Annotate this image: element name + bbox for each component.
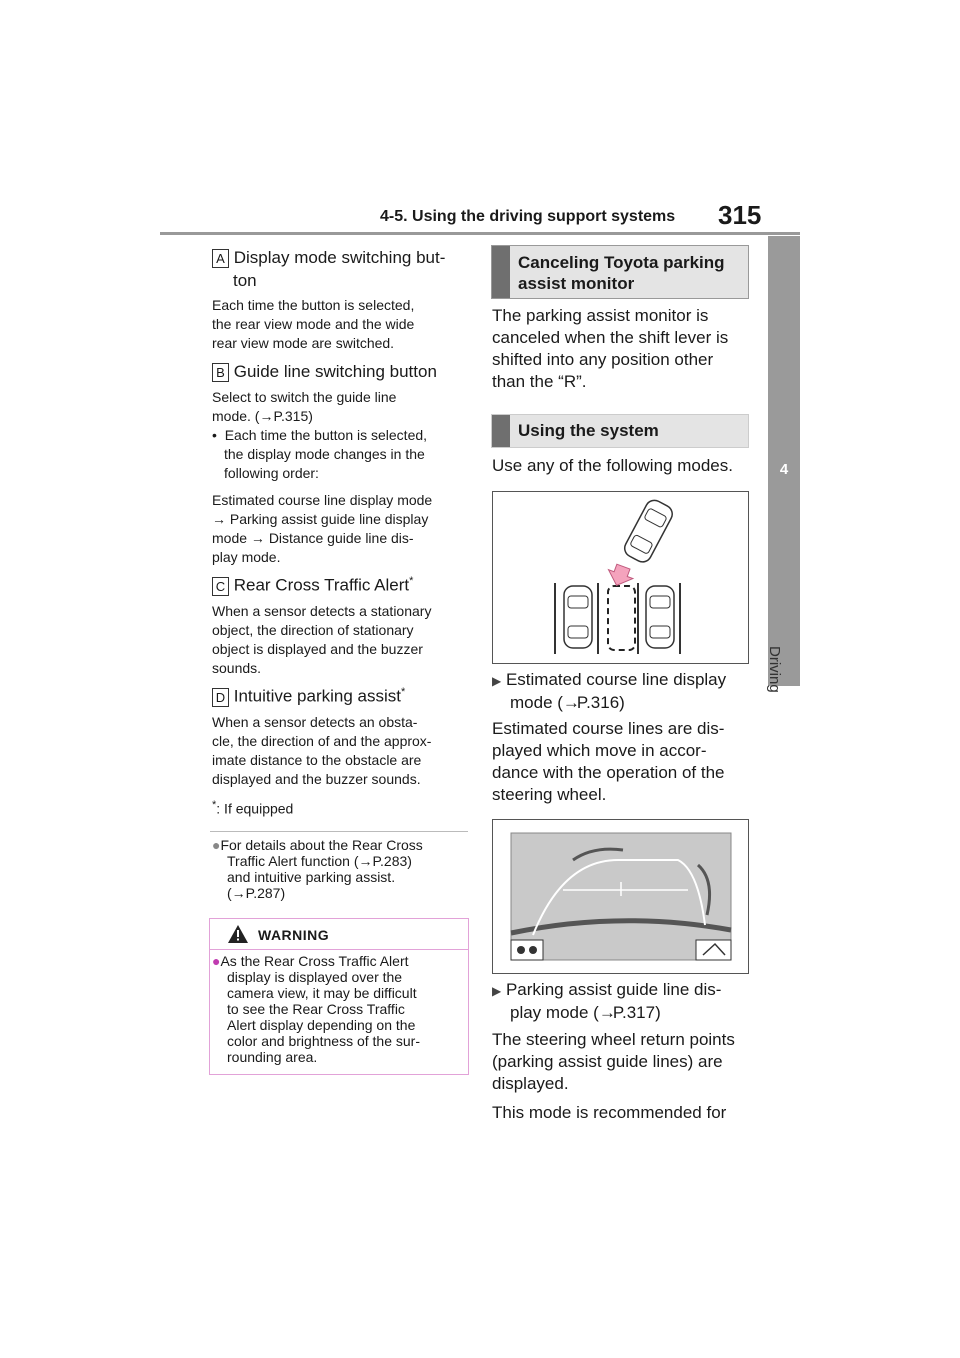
page-number: 315 <box>718 200 762 230</box>
mode-estimated: ▶ Estimated course line display mode (→P.316) <box>492 670 727 712</box>
warning-text: ●As the Rear Cross Traffic Alert display is displayed over the camera view, it may be difficult to see the Rear Cross Traffic Alert display depending on the color and brightness of the sur- rounding area. <box>212 953 420 1065</box>
camera-illustration <box>492 819 749 974</box>
section-title: 4-5. Using the driving support systems <box>380 208 676 225</box>
item-d-desc: When a sensor detects an obsta- cle, the direction of and the approx- imate distance to the obstacle are displayed and the buzzer sounds. <box>212 714 432 787</box>
arrow-right-icon: → <box>250 530 265 546</box>
arrow-right-icon: → <box>212 511 226 527</box>
warning-title: WARNING <box>258 927 330 943</box>
item-b-order: Estimated course line display mode → Parking assist guide line display mode → Distance guide line dis- play mode. <box>212 492 433 565</box>
item-c-desc: When a sensor detects a stationary object, the direction of stationary object is displayed and the buzzer sounds. <box>212 603 432 676</box>
item-b-desc: Select to switch the guide line mode. (→P.315) <box>212 389 397 424</box>
item-d-heading: D Intuitive parking assist* <box>212 686 405 707</box>
label-a: A <box>212 249 229 268</box>
item-d-title: Intuitive parking assist <box>233 686 401 706</box>
arrow-right-icon: → <box>562 693 580 712</box>
item-a-title-2: ton <box>233 271 257 290</box>
recommended-text: This mode is recommended for <box>492 1103 727 1122</box>
arrow-right-icon: → <box>598 1003 616 1022</box>
note: ●For details about the Rear Cross Traffic Alert function (→P.283) and intuitive parking assist. (→P.287) <box>212 837 423 901</box>
using-text: Use any of the following modes. <box>492 456 733 475</box>
label-c: C <box>212 577 229 596</box>
parking-illustration <box>492 491 749 664</box>
item-c-heading: C Rear Cross Traffic Alert* <box>212 575 413 596</box>
label-b: B <box>212 363 229 382</box>
item-b-title: Guide line switching button <box>233 362 437 381</box>
chapter-label: Driving <box>766 646 783 693</box>
item-b-heading <box>212 362 437 382</box>
estimated-text: Estimated course lines are dis- played which move in accor- dance with the operation of the steering wheel. <box>492 719 725 804</box>
item-a-title: Display mode switching but- <box>233 248 446 267</box>
warning-box <box>209 918 469 1075</box>
item-a-heading <box>212 248 445 268</box>
triangle-bullet-icon: ▶ <box>492 674 502 688</box>
label-d: D <box>212 688 229 707</box>
warning-triangle-icon <box>228 925 248 943</box>
footnote: *: If equipped <box>212 799 294 817</box>
heading-canceling: Canceling Toyota parking assist monitor <box>491 245 749 299</box>
item-b-bullet: • Each time the button is selected, the display mode changes in the following order: <box>212 427 428 481</box>
arrow-right-icon: → <box>231 885 246 901</box>
parking-assist-text: The steering wheel return points (parking assist guide lines) are displayed. <box>492 1030 735 1093</box>
arrow-right-icon: → <box>358 853 373 869</box>
warning-header <box>210 919 468 950</box>
item-a-desc: Each time the button is selected, the rear view mode and the wide rear view mode are switched. <box>212 297 415 351</box>
heading-using-system: Using the system <box>491 414 749 448</box>
bullet-circle-icon: ● <box>212 837 221 853</box>
parking-diagram-icon <box>493 492 748 663</box>
mode-parking-assist: ▶ Parking assist guide line dis- play mode (→P.317) <box>492 980 722 1022</box>
camera-screen-icon <box>493 820 748 973</box>
header-rule <box>160 232 800 235</box>
chapter-tab <box>768 236 800 686</box>
triangle-bullet-icon: ▶ <box>492 984 502 998</box>
canceling-text: The parking assist monitor is canceled when the shift lever is shifted into any position other than the “R”. <box>492 306 729 391</box>
arrow-right-icon: → <box>259 408 274 424</box>
item-c-title: Rear Cross Traffic Alert <box>233 575 410 595</box>
chapter-number: 4 <box>779 461 789 478</box>
bullet-circle-icon: ● <box>212 953 221 969</box>
divider <box>210 831 468 832</box>
